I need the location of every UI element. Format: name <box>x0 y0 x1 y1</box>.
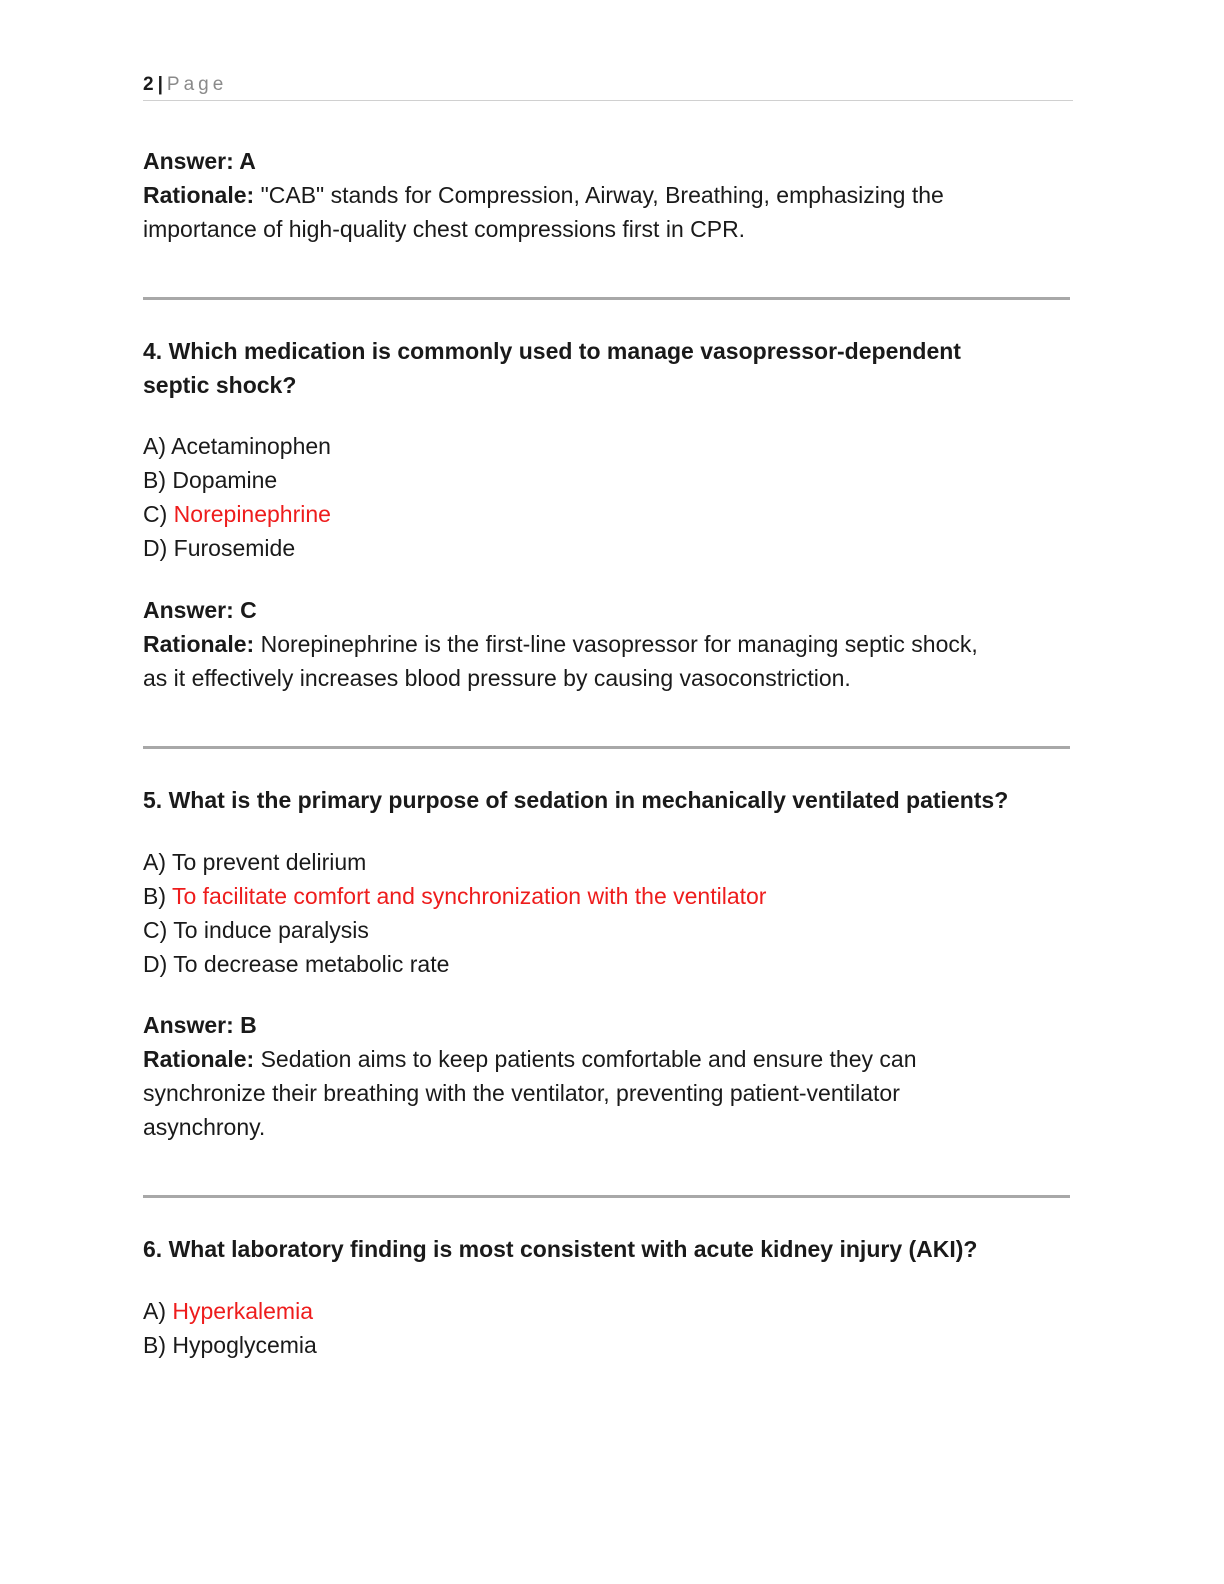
question-6 <box>143 1232 1073 1266</box>
option-b[interactable] <box>143 463 1073 497</box>
rationale-label: Rationale: <box>143 1046 255 1072</box>
option-prefix: C) <box>143 501 174 527</box>
option-text: Acetaminophen <box>171 433 331 459</box>
question-4-options <box>143 429 1073 565</box>
option-text: Dopamine <box>172 467 278 493</box>
page-number: 2 <box>143 74 154 95</box>
option-prefix: D) <box>143 535 174 561</box>
option-text: To induce paralysis <box>173 917 369 943</box>
question-title: 5. What is the primary purpose of sedation in mechanically ventilated patients? <box>143 787 1009 813</box>
rationale-text: synchronize their breathing with the ventilator, preventing patient-ventilator <box>143 1080 900 1106</box>
answer-label: Answer: A <box>143 148 256 174</box>
option-prefix: A) <box>143 849 172 875</box>
question-5-options <box>143 845 1073 981</box>
option-prefix: D) <box>143 951 174 977</box>
option-a[interactable] <box>143 429 1073 463</box>
question-title: septic shock? <box>143 372 297 398</box>
option-text-correct: Norepinephrine <box>173 501 331 527</box>
option-c[interactable] <box>143 497 1073 531</box>
rationale-line <box>143 178 1073 212</box>
rationale-text: "CAB" stands for Compression, Airway, Breathing, emphasizing the <box>254 182 944 208</box>
rationale-text: asynchrony. <box>143 1114 266 1140</box>
section-divider <box>143 746 1070 749</box>
option-prefix: B) <box>143 1332 173 1358</box>
option-prefix: C) <box>143 917 174 943</box>
option-text-correct: Hyperkalemia <box>172 1298 313 1324</box>
rationale-line <box>143 1042 1073 1076</box>
answer-label: Answer: B <box>143 1012 257 1038</box>
option-text: To decrease metabolic rate <box>173 951 450 977</box>
option-d[interactable] <box>143 947 1073 981</box>
option-a[interactable] <box>143 1294 1073 1328</box>
page-header <box>143 72 1073 101</box>
header-separator: | <box>157 74 163 95</box>
option-prefix: B) <box>143 883 172 909</box>
option-a[interactable] <box>143 845 1073 879</box>
option-prefix: B) <box>143 467 173 493</box>
question-5 <box>143 783 1073 817</box>
question-4 <box>143 334 1073 402</box>
option-prefix: A) <box>143 433 172 459</box>
rationale-text: Sedation aims to keep patients comfortable and ensure they can <box>254 1046 917 1072</box>
question-5-answer-block <box>143 1008 1073 1144</box>
rationale-line <box>143 627 1073 661</box>
rationale-label: Rationale: <box>143 182 255 208</box>
option-text: Furosemide <box>173 535 296 561</box>
section-divider <box>143 1195 1070 1198</box>
option-text: To prevent delirium <box>171 849 367 875</box>
option-d[interactable] <box>143 531 1073 565</box>
option-b[interactable] <box>143 879 1073 913</box>
question-4-answer-block <box>143 593 1073 695</box>
section-divider <box>143 297 1070 300</box>
rationale-text: as it effectively increases blood pressure by causing vasoconstriction. <box>143 665 851 691</box>
rationale-text: importance of high-quality chest compressions first in CPR. <box>143 216 746 242</box>
rationale-text: Norepinephrine is the first-line vasopressor for managing septic shock, <box>254 631 978 657</box>
answer-label: Answer: C <box>143 597 257 623</box>
rationale-label: Rationale: <box>143 631 255 657</box>
question-3-answer-block <box>143 144 1073 246</box>
question-6-options <box>143 1294 1073 1362</box>
option-prefix: A) <box>143 1298 173 1324</box>
question-title: 6. What laboratory finding is most consistent with acute kidney injury (AKI)? <box>143 1236 978 1262</box>
option-c[interactable] <box>143 913 1073 947</box>
question-title: 4. Which medication is commonly used to manage vasopressor-dependent <box>143 338 961 364</box>
option-text: Hypoglycemia <box>172 1332 317 1358</box>
option-text-correct: To facilitate comfort and synchronization with the ventilator <box>171 883 767 909</box>
option-b[interactable] <box>143 1328 1073 1362</box>
page-word: Page <box>166 74 228 95</box>
